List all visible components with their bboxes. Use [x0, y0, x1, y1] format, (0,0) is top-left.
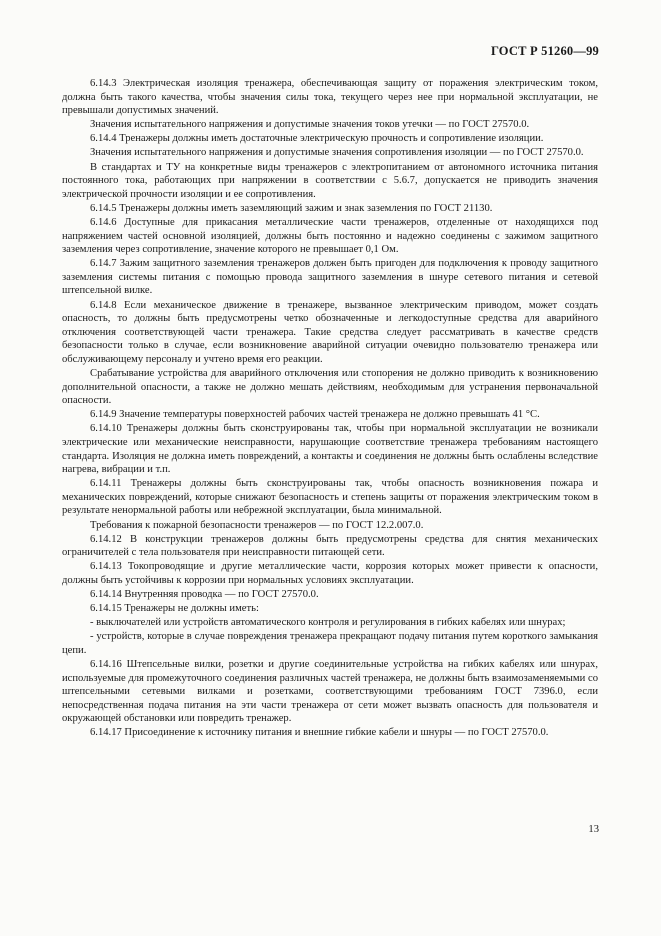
paragraph: Срабатывание устройства для аварийного отключения или стопорения не должно приводить к возникновению дополнительной опасности, а также не должно мешать действиям, необходимым для устранения первоначальной опасности. — [62, 367, 598, 407]
paragraph: 6.14.8 Если механическое движение в тренажере, вызванное электрическим приводом, может создать опасность, то должны быть предусмотрены четко обозначенные и легкодоступные средства для аварийного отключения соответствующей части тренажера. Такие средства следует рассматривать в качестве средств безопасности только в случае, если возникновение аварийной ситуации очевидно пользователю тренажера или обслуживающему персоналу и учтено время его реакции. — [62, 299, 598, 365]
paragraph: 6.14.3 Электрическая изоляция тренажера, обеспечивающая защиту от поражения электрическим током, должна быть такого качества, чтобы значения силы тока, текущего через нее при нормальной эксплуатации, не превышали допустимых значений. — [62, 78, 598, 117]
document-body — [62, 77, 598, 741]
paragraph: 6.14.4 Тренажеры должны иметь достаточные электрическую прочность и сопротивление изоляции. — [90, 133, 544, 145]
paragraph: 6.14.7 Зажим защитного заземления тренажеров должен быть пригоден для подключения к проводу защитного заземления системы питания с помощью провода защитного заземления в шнуре сетевого питания и сетевой штепсельной вилке. — [62, 258, 598, 297]
paragraph: Значения испытательного напряжения и допустимые значения сопротивления изоляции — по ГОСТ 27570.0. — [90, 147, 584, 159]
standard-header: ГОСТ Р 51260—99 — [490, 44, 599, 58]
paragraph: 6.14.11 Тренажеры должны быть сконструированы так, чтобы опасность возникновения пожара и механических повреждений, которые снижают безопасность и степень защиты от поражения электрическим током в результате ненормальной работы или небрежной эксплуатации, была минимальной. — [62, 478, 598, 517]
paragraph: 6.14.13 Токопроводящие и другие металлические части, коррозия которых может привести к опасности, должны быть устойчивы к коррозии при нормальных условиях эксплуатации. — [62, 561, 598, 586]
paragraph: Значения испытательного напряжения и допустимые значения токов утечки — по ГОСТ 27570.0. — [90, 119, 530, 131]
paragraph: 6.14.6 Доступные для прикасания металлические части тренажеров, отделенные от находящихся под напряжением частей основной изоляцией, должны быть постоянно и надежно соединены с зажимом защитного заземления через сопротивление, значение которого не превышает 0,1 Ом. — [62, 216, 598, 256]
paragraph: 6.14.16 Штепсельные вилки, розетки и другие соединительные устройства на гибких кабелях или шнурах, используемые для промежуточного соединения различных частей тренажера, не должны быть взаимозаменяемыми со штепсельными сетевыми вилками и розетками, соответствующими требованиям ГОСТ 7396.0, если непосредственная подача питания на эти части тренажера от сети может вызвать опасность для пользователя и окружающей обстановки или повредить тренажер. — [62, 658, 598, 725]
paragraph: 6.14.12 В конструкции тренажеров должны быть предусмотрены средства для снятия механических ограничителей с тела пользователя при неисправности питающей сети. — [62, 533, 598, 559]
paragraph: 6.14.14 Внутренняя проводка — по ГОСТ 27570.0. — [90, 588, 319, 600]
paragraph: 6.14.5 Тренажеры должны иметь заземляющий зажим и знак заземления по ГОСТ 21130. — [90, 202, 493, 214]
page-number: 13 — [588, 824, 599, 835]
paragraph: В стандартах и ТУ на конкретные виды тренажеров с электропитанием от автономного источника питания постоянного тока, работающих при напряжении в соответствии с 5.6.7, допускается не приводить значения электрической прочности изоляции и ее сопротивления. — [62, 161, 598, 200]
paragraph: 6.14.9 Значение температуры поверхностей рабочих частей тренажера не должно превышать 41 °С. — [90, 409, 540, 421]
paragraph: 6.14.10 Тренажеры должны быть сконструированы так, чтобы при нормальной эксплуатации не возникали электрические или механические неисправности, нарушающие соответствие тренажера требованиям настоящего стандарта. Изоляция не должна иметь повреждений, а контакты и соединения не должны быть ослаблены вследствие нагрева, вибрации и т.п. — [62, 423, 598, 476]
paragraph: 6.14.17 Присоединение к источнику питания и внешние гибкие кабели и шнуры — по ГОСТ 27570.0. — [90, 727, 549, 739]
paragraph: Требования к пожарной безопасности тренажеров — по ГОСТ 12.2.007.0. — [90, 519, 424, 531]
list-item: - выключателей или устройств автоматического контроля и регулирования в гибких кабелях или шнурах; — [90, 617, 566, 629]
paragraph: 6.14.15 Тренажеры не должны иметь: — [90, 603, 259, 615]
list-item: - устройств, которые в случае повреждения тренажера прекращают подачу питания путем короткого замыкания цепи. — [62, 631, 598, 656]
